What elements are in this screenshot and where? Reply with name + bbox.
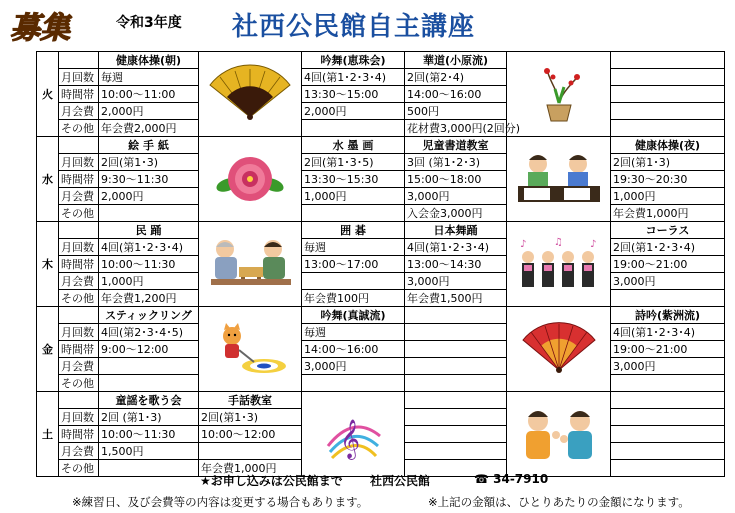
course-title: 日本舞踊 bbox=[405, 222, 507, 239]
course-detail-row bbox=[37, 375, 725, 392]
course-title-row bbox=[37, 307, 725, 324]
course-title: 華道(小原流) bbox=[405, 52, 507, 69]
price-note: ※上記の金額は、ひとりあたりの金額になります。 bbox=[428, 495, 690, 509]
field-label: 月会費 bbox=[59, 443, 99, 460]
course-value: 年会費1,500円 bbox=[405, 290, 507, 307]
field-label: 時間帯 bbox=[59, 86, 99, 103]
course-value: 2回(第1･3) bbox=[611, 154, 725, 171]
course-value: 2,000円 bbox=[99, 188, 199, 205]
svg-text:𝄞: 𝄞 bbox=[340, 419, 361, 459]
course-schedule-table bbox=[36, 51, 725, 477]
course-value: 4回(第1･2･3･4) bbox=[302, 69, 405, 86]
day-label: 金 bbox=[37, 307, 59, 392]
course-value bbox=[99, 358, 199, 375]
course-detail-row bbox=[37, 171, 725, 188]
course-title: 詩吟(紫洲流) bbox=[611, 307, 725, 324]
course-value bbox=[405, 443, 507, 460]
course-value bbox=[611, 86, 725, 103]
course-title: スティックリング bbox=[99, 307, 199, 324]
course-value: 9:30～11:30 bbox=[99, 171, 199, 188]
course-detail-row bbox=[37, 103, 725, 120]
course-value bbox=[611, 443, 725, 460]
course-value: 2回(第2･4) bbox=[405, 69, 507, 86]
course-value: 毎週 bbox=[302, 239, 405, 256]
course-title: 健康体操(朝) bbox=[99, 52, 199, 69]
course-value bbox=[199, 443, 302, 460]
field-label: 時間帯 bbox=[59, 426, 99, 443]
course-title bbox=[405, 307, 507, 324]
course-value: 3回 (第1･2･3) bbox=[405, 154, 507, 171]
page-title: 社西公民館自主講座 bbox=[232, 12, 476, 42]
illustration-cell bbox=[507, 392, 611, 477]
field-label: 時間帯 bbox=[59, 171, 99, 188]
course-detail-row bbox=[37, 358, 725, 375]
field-label: 月回数 bbox=[59, 239, 99, 256]
course-value: 3,000円 bbox=[405, 188, 507, 205]
sign-language-icon bbox=[509, 405, 608, 463]
course-value: 3,000円 bbox=[611, 273, 725, 290]
course-value: 19:00～21:00 bbox=[611, 341, 725, 358]
course-value bbox=[405, 426, 507, 443]
course-value: 2回(第1･3) bbox=[199, 409, 302, 426]
course-value: 10:00～11:30 bbox=[99, 256, 199, 273]
course-value: 2,000円 bbox=[302, 103, 405, 120]
course-detail-row bbox=[37, 290, 725, 307]
course-value bbox=[611, 409, 725, 426]
apply-note: ★お申し込みは公民館まで bbox=[200, 474, 343, 488]
schedule-change-note: ※練習日、及び会費等の内容は変更する場合もあります。 bbox=[72, 495, 369, 509]
course-value: 3,000円 bbox=[405, 273, 507, 290]
red-fan-icon bbox=[509, 322, 608, 376]
field-label: その他 bbox=[59, 290, 99, 307]
illustration-cell bbox=[199, 307, 302, 392]
course-value bbox=[405, 375, 507, 392]
course-title: 手話教室 bbox=[199, 392, 302, 409]
boshu-text: 募集 bbox=[10, 11, 70, 46]
course-value: 花材費3,000円(2回分) bbox=[405, 120, 507, 137]
course-value: 4回(第1･2･3･4) bbox=[611, 324, 725, 341]
course-value: 14:00～16:00 bbox=[302, 341, 405, 358]
svg-text:♪: ♪ bbox=[519, 239, 526, 250]
course-detail-row bbox=[37, 69, 725, 86]
field-label: 月会費 bbox=[59, 188, 99, 205]
illustration-cell bbox=[507, 307, 611, 392]
course-value: 4回(第1･2･3･4) bbox=[405, 239, 507, 256]
field-label: 月回数 bbox=[59, 154, 99, 171]
course-title-row bbox=[37, 392, 725, 409]
course-value: 年会費1,000円 bbox=[199, 460, 302, 477]
course-value: 4回(第2･3･4･5) bbox=[99, 324, 199, 341]
course-value: 2回(第1･2･3･4) bbox=[611, 239, 725, 256]
course-value: 10:00～11:00 bbox=[99, 86, 199, 103]
phone-number: ☎ 34-7910 bbox=[474, 472, 549, 486]
course-value: 毎週 bbox=[99, 69, 199, 86]
course-value: 2回(第1･3･5) bbox=[302, 154, 405, 171]
course-value: 2回(第1･3) bbox=[99, 154, 199, 171]
course-detail-row bbox=[37, 154, 725, 171]
course-title: 健康体操(夜) bbox=[611, 137, 725, 154]
illustration-cell bbox=[302, 392, 405, 477]
field-label: 時間帯 bbox=[59, 341, 99, 358]
course-value: 年会費1,200円 bbox=[99, 290, 199, 307]
course-title bbox=[405, 392, 507, 409]
illustration-cell bbox=[507, 137, 611, 222]
course-value: 4回(第1･2･3･4) bbox=[99, 239, 199, 256]
label-header-cell bbox=[59, 137, 99, 154]
course-value: 入会金3,000円 bbox=[405, 205, 507, 222]
course-value: 3,000円 bbox=[611, 358, 725, 375]
course-title bbox=[611, 52, 725, 69]
course-value: 13:30～15:00 bbox=[302, 86, 405, 103]
field-label: 月会費 bbox=[59, 103, 99, 120]
course-detail-row bbox=[37, 256, 725, 273]
label-header-cell bbox=[59, 392, 99, 409]
peony-icon bbox=[201, 151, 299, 207]
curling-cat-icon bbox=[201, 320, 299, 378]
field-label: 月回数 bbox=[59, 324, 99, 341]
course-value bbox=[611, 290, 725, 307]
course-title: 水 墨 画 bbox=[302, 137, 405, 154]
course-value bbox=[302, 120, 405, 137]
label-header-cell bbox=[59, 307, 99, 324]
label-header-cell bbox=[59, 222, 99, 239]
illustration-cell bbox=[507, 222, 611, 307]
course-value: 2,000円 bbox=[99, 103, 199, 120]
course-value: 19:00～21:00 bbox=[611, 256, 725, 273]
course-title: 吟舞(真誠流) bbox=[302, 307, 405, 324]
course-title: 童謡を歌う会 bbox=[99, 392, 199, 409]
course-value bbox=[302, 273, 405, 290]
course-value: 1,000円 bbox=[99, 273, 199, 290]
course-detail-row bbox=[37, 324, 725, 341]
course-title: コーラス bbox=[611, 222, 725, 239]
course-value bbox=[405, 341, 507, 358]
course-value: 13:00～17:00 bbox=[302, 256, 405, 273]
course-detail-row bbox=[37, 120, 725, 137]
course-title: 民 踊 bbox=[99, 222, 199, 239]
field-label: 月回数 bbox=[59, 409, 99, 426]
day-label: 木 bbox=[37, 222, 59, 307]
course-value: 1,500円 bbox=[99, 443, 199, 460]
course-title-row bbox=[37, 137, 725, 154]
go-players-icon bbox=[201, 235, 299, 293]
ikebana-icon bbox=[509, 63, 608, 125]
course-value bbox=[405, 409, 507, 426]
illustration-cell bbox=[199, 222, 302, 307]
course-value: 1,000円 bbox=[611, 188, 725, 205]
course-title-row bbox=[37, 222, 725, 239]
course-title-row bbox=[37, 52, 725, 69]
course-value bbox=[405, 324, 507, 341]
course-value: 3,000円 bbox=[302, 358, 405, 375]
field-label: その他 bbox=[59, 120, 99, 137]
course-value bbox=[611, 103, 725, 120]
course-title: 絵 手 紙 bbox=[99, 137, 199, 154]
course-detail-row bbox=[37, 205, 725, 222]
course-value: 10:00～12:00 bbox=[199, 426, 302, 443]
course-detail-row bbox=[37, 239, 725, 256]
course-value: 年会費100円 bbox=[302, 290, 405, 307]
course-value bbox=[611, 120, 725, 137]
day-label: 水 bbox=[37, 137, 59, 222]
field-label: その他 bbox=[59, 375, 99, 392]
course-title: 吟舞(恵珠会) bbox=[302, 52, 405, 69]
course-value bbox=[99, 460, 199, 477]
course-title: 囲 碁 bbox=[302, 222, 405, 239]
fan-icon bbox=[201, 65, 299, 123]
label-header-cell bbox=[59, 52, 99, 69]
course-value bbox=[302, 375, 405, 392]
course-title: 児童書道教室 bbox=[405, 137, 507, 154]
field-label: 時間帯 bbox=[59, 256, 99, 273]
field-label: その他 bbox=[59, 460, 99, 477]
music-note-icon bbox=[304, 406, 402, 462]
course-value bbox=[611, 375, 725, 392]
course-value: 年会費2,000円 bbox=[99, 120, 199, 137]
field-label: 月会費 bbox=[59, 273, 99, 290]
course-value: 13:30～15:30 bbox=[302, 171, 405, 188]
course-value bbox=[611, 460, 725, 477]
illustration-cell bbox=[199, 52, 302, 137]
course-value: 毎週 bbox=[302, 324, 405, 341]
course-value bbox=[405, 358, 507, 375]
course-value bbox=[99, 205, 199, 222]
course-value: 19:30～20:30 bbox=[611, 171, 725, 188]
day-label: 土 bbox=[37, 392, 59, 477]
course-value bbox=[611, 69, 725, 86]
illustration-cell bbox=[507, 52, 611, 137]
course-value: 500円 bbox=[405, 103, 507, 120]
svg-text:♪: ♪ bbox=[589, 239, 596, 250]
course-value bbox=[99, 375, 199, 392]
illustration-cell bbox=[199, 137, 302, 222]
office-name: 社西公民館 bbox=[370, 474, 431, 488]
chorus-icon bbox=[509, 235, 608, 293]
course-detail-row bbox=[37, 86, 725, 103]
course-detail-row bbox=[37, 341, 725, 358]
course-value: 15:00～18:00 bbox=[405, 171, 507, 188]
field-label: その他 bbox=[59, 205, 99, 222]
fiscal-year: 令和3年度 bbox=[116, 15, 182, 31]
course-value: 13:00～14:30 bbox=[405, 256, 507, 273]
day-label: 火 bbox=[37, 52, 59, 137]
course-value: 年会費1,000円 bbox=[611, 205, 725, 222]
course-detail-row bbox=[37, 273, 725, 290]
course-detail-row bbox=[37, 188, 725, 205]
course-value: 2回 (第1･3) bbox=[99, 409, 199, 426]
course-title bbox=[611, 392, 725, 409]
svg-text:♫: ♫ bbox=[553, 237, 563, 248]
course-value: 1,000円 bbox=[302, 188, 405, 205]
field-label: 月回数 bbox=[59, 69, 99, 86]
course-value bbox=[302, 205, 405, 222]
calligraphy-kids-icon bbox=[509, 150, 608, 208]
course-value: 14:00～16:00 bbox=[405, 86, 507, 103]
course-value bbox=[611, 426, 725, 443]
course-value: 9:00～12:00 bbox=[99, 341, 199, 358]
course-value: 10:00～11:30 bbox=[99, 426, 199, 443]
boshu-logo bbox=[8, 8, 78, 44]
field-label: 月会費 bbox=[59, 358, 99, 375]
